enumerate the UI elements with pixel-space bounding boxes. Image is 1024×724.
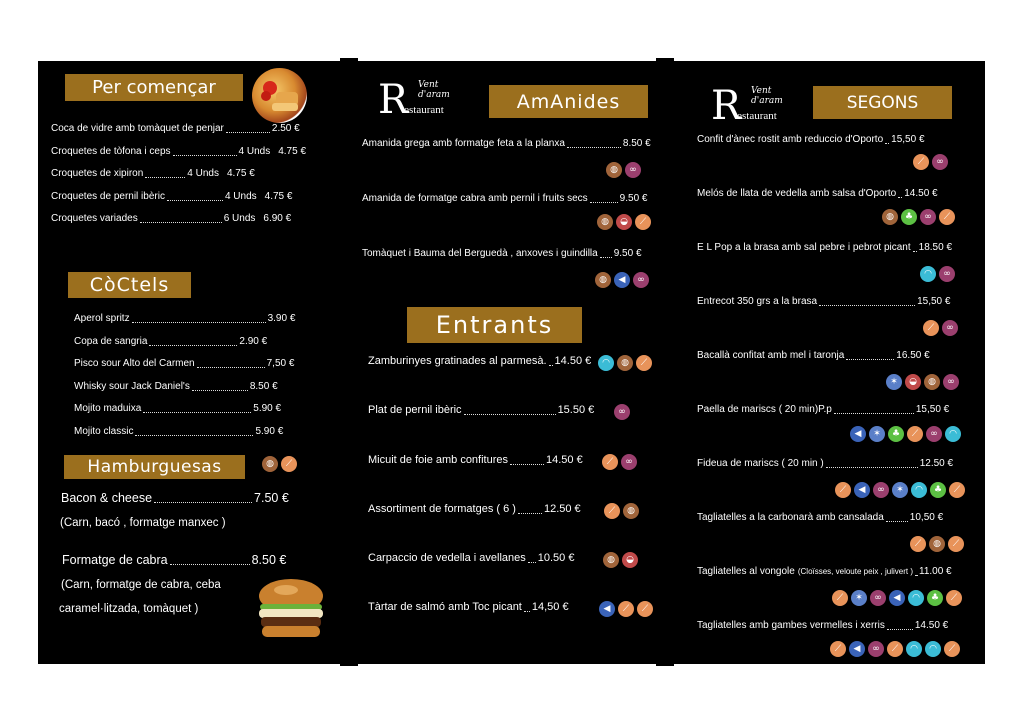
- gluten-icon: ⟋: [923, 320, 939, 336]
- section-title-burgers: Hamburguesas: [64, 455, 245, 479]
- item-price: 18.50 €: [918, 242, 953, 253]
- item-quantity: 4 Unds: [224, 190, 257, 202]
- item-price: 4.75 €: [278, 145, 307, 157]
- item-price: 14.50 €: [914, 620, 949, 631]
- fish-icon: ◀: [889, 590, 905, 606]
- item-name: Carpaccio de vedella i avellanes: [368, 552, 526, 564]
- menu-item: [74, 358, 294, 369]
- milk-icon: ◍: [882, 209, 898, 225]
- item-name: Croquetes de tòfona i ceps: [51, 145, 171, 157]
- item-name: Tagliatelles a la carbonarà amb cansalada: [697, 512, 884, 523]
- gluten-icon: ⟋: [949, 482, 965, 498]
- milk-icon: ◍: [603, 552, 619, 568]
- item-name: Assortiment de formatges ( 6 ): [368, 503, 516, 515]
- crustacean-icon: ✶: [886, 374, 902, 390]
- menu-item: [368, 601, 569, 613]
- egg-icon: ∞: [614, 404, 630, 420]
- item-price: 4.75 €: [226, 168, 255, 179]
- allergen-icons: [604, 503, 639, 519]
- nuts-icon: ◒: [905, 374, 921, 390]
- menu-item: [74, 403, 281, 414]
- item-description: (Carn, bacó , formatge manxec ): [60, 517, 226, 529]
- item-price: 4.75 €: [264, 190, 293, 202]
- mollusc-icon: ◠: [920, 266, 936, 282]
- menu-item: [697, 620, 948, 631]
- menu-item: [51, 168, 255, 179]
- item-name: Aperol spritz: [74, 313, 130, 324]
- gluten-icon: ⟋: [835, 482, 851, 498]
- gluten-icon: ⟋: [618, 601, 634, 617]
- crustacean-icon: ✶: [892, 482, 908, 498]
- egg-icon: ∞: [939, 266, 955, 282]
- fold-divider: [340, 58, 358, 666]
- item-price: 12.50 €: [919, 458, 954, 469]
- nuts-icon: ◒: [622, 552, 638, 568]
- milk-icon: ◍: [929, 536, 945, 552]
- menu-item: [74, 336, 267, 347]
- item-name: Tomàquet i Bauma del Berguedà , anxoves i guindilla: [362, 248, 598, 259]
- celery-icon: ♣: [930, 482, 946, 498]
- gluten-icon: ⟋: [944, 641, 960, 657]
- item-price: 9.50 €: [619, 193, 648, 204]
- gluten-icon: ⟋: [887, 641, 903, 657]
- egg-icon: ∞: [943, 374, 959, 390]
- gluten-icon: ⟋: [913, 154, 929, 170]
- menu-item: [51, 123, 300, 134]
- menu-item: [697, 404, 949, 415]
- fish-icon: ◀: [599, 601, 615, 617]
- bread-tomato-icon: [252, 68, 307, 123]
- item-name: E L Pop a la brasa amb sal pebre i pebrot picant: [697, 242, 911, 253]
- fold-divider: [656, 58, 674, 666]
- item-name: Confit d'ànec rostit amb reduccio d'Oporto: [697, 134, 884, 145]
- milk-icon: ◍: [262, 456, 278, 472]
- allergen-icons: [923, 320, 958, 336]
- item-price: 9.50 €: [613, 248, 642, 259]
- menu-item: [74, 381, 278, 392]
- item-name: Plat de pernil ibèric: [368, 404, 462, 416]
- crustacean-icon: ✶: [851, 590, 867, 606]
- celery-icon: ♣: [927, 590, 943, 606]
- item-price: 15.50 €: [557, 404, 595, 416]
- gluten-icon: ⟋: [637, 601, 653, 617]
- item-name: Zamburinyes gratinades al parmesà.: [368, 355, 547, 367]
- item-price: 11.00 €: [919, 566, 952, 577]
- crustacean-icon: ✶: [869, 426, 885, 442]
- item-price: 12.50 €: [543, 503, 581, 515]
- menu-item: [368, 404, 594, 416]
- menu-item: Bacon & cheese 7.50 €: [61, 491, 289, 505]
- restaurant-logo: R estaurant Vent d'aram: [711, 83, 783, 129]
- item-name: Whisky sour Jack Daniel's: [74, 380, 190, 392]
- item-name: Tàrtar de salmó amb Toc picant: [368, 601, 522, 613]
- item-price: 10,50 €: [909, 512, 944, 523]
- menu-item: [697, 188, 938, 199]
- menu-item: [362, 138, 651, 149]
- item-price: 10.50 €: [537, 552, 575, 564]
- item-price: 15,50 €: [917, 296, 951, 307]
- allergen-icons: [886, 374, 959, 390]
- menu-item: [697, 458, 953, 469]
- item-description: (Carn, formatge de cabra, ceba: [61, 579, 221, 591]
- mollusc-icon: ◠: [925, 641, 941, 657]
- menu-item: [368, 454, 583, 466]
- item-note: (Cloïsses, veloute peix , julivert ): [797, 567, 913, 576]
- egg-icon: ∞: [932, 154, 948, 170]
- allergen-icons: [262, 456, 297, 472]
- item-name: Amanida grega amb formatge feta a la planxa: [362, 138, 565, 149]
- mollusc-icon: ◠: [911, 482, 927, 498]
- menu-item: [51, 191, 292, 202]
- gluten-icon: ⟋: [946, 590, 962, 606]
- item-quantity: 6 Unds: [223, 213, 256, 224]
- item-name: Paella de mariscs ( 20 min)P.p: [697, 404, 832, 415]
- gluten-icon: ⟋: [830, 641, 846, 657]
- allergen-icons: [602, 454, 637, 470]
- item-name: Tagliatelles amb gambes vermelles i xerris: [697, 620, 885, 631]
- menu-item: [74, 426, 283, 437]
- gluten-icon: ⟋: [832, 590, 848, 606]
- mollusc-icon: ◠: [906, 641, 922, 657]
- item-name: Micuit de foie amb confitures: [368, 454, 509, 466]
- item-price: 14.50 €: [904, 188, 938, 199]
- mollusc-icon: ◠: [908, 590, 924, 606]
- item-price: 2.90 €: [239, 335, 268, 347]
- item-name: Coca de vidre amb tomàquet de penjar: [51, 123, 224, 134]
- menu-item: Formatge de cabra 8.50 €: [62, 553, 287, 567]
- item-name: Croquetes de xipiron: [51, 168, 144, 179]
- allergen-icons: [599, 601, 653, 617]
- menu-item: [51, 213, 291, 224]
- mollusc-icon: ◠: [945, 426, 961, 442]
- item-name: Mojito maduixa: [74, 403, 142, 414]
- item-price: 15,50 €: [915, 404, 950, 415]
- allergen-icons: [910, 536, 964, 552]
- gluten-icon: ⟋: [602, 454, 618, 470]
- allergen-icons: [614, 404, 630, 420]
- gluten-icon: ⟋: [635, 214, 651, 230]
- nuts-icon: ◒: [616, 214, 632, 230]
- egg-icon: ∞: [625, 162, 641, 178]
- item-price: 3.90 €: [267, 313, 296, 324]
- allergen-icons: [597, 214, 651, 230]
- item-price: 8.50 €: [249, 380, 278, 392]
- allergen-icons: [830, 641, 960, 657]
- egg-icon: ∞: [920, 209, 936, 225]
- menu-item: [697, 134, 925, 145]
- section-title-entrants: Entrants: [407, 307, 582, 343]
- milk-icon: ◍: [597, 214, 613, 230]
- menu-item: [697, 566, 952, 577]
- allergen-icons: [920, 266, 955, 282]
- gluten-icon: ⟋: [636, 355, 652, 371]
- item-name: Entrecot 350 grs a la brasa: [697, 296, 818, 307]
- item-name: Melós de llata de vedella amb salsa d'Oporto: [697, 188, 897, 199]
- item-name: Bacallà confitat amb mel i taronja: [697, 350, 845, 361]
- allergen-icons: [598, 355, 652, 371]
- item-name: Amanida de formatge cabra amb pernil i fruits secs: [362, 193, 588, 204]
- egg-icon: ∞: [633, 272, 649, 288]
- egg-icon: ∞: [873, 482, 889, 498]
- allergen-icons: [850, 426, 961, 442]
- milk-icon: ◍: [924, 374, 940, 390]
- mollusc-icon: ◠: [598, 355, 614, 371]
- burger-photo: [256, 578, 326, 640]
- celery-icon: ♣: [901, 209, 917, 225]
- restaurant-logo: R estaurant Vent d'aram: [378, 77, 450, 123]
- allergen-icons: [882, 209, 955, 225]
- gluten-icon: ⟋: [604, 503, 620, 519]
- section-title-cocktails: CòCtels: [68, 272, 191, 298]
- fish-icon: ◀: [854, 482, 870, 498]
- item-name: Copa de sangria: [74, 335, 148, 347]
- menu-item: [368, 503, 581, 515]
- item-description: caramel·litzada, tomàquet ): [59, 603, 199, 615]
- menu-item: [697, 350, 930, 361]
- item-price: 16.50 €: [896, 350, 930, 361]
- fish-icon: ◀: [850, 426, 866, 442]
- item-quantity: 4 Unds: [187, 168, 219, 179]
- item-name: Pisco sour Alto del Carmen: [74, 358, 195, 369]
- egg-icon: ∞: [621, 454, 637, 470]
- section-title-salads: AmAnides: [489, 85, 648, 118]
- item-price: 8.50 €: [622, 138, 651, 149]
- egg-icon: ∞: [870, 590, 886, 606]
- allergen-icons: [603, 552, 638, 568]
- fish-icon: ◀: [614, 272, 630, 288]
- item-price: 14.50 €: [546, 454, 583, 466]
- menu-item: [74, 313, 295, 324]
- item-price: 15,50 €: [891, 134, 925, 145]
- menu-item: [368, 355, 591, 367]
- gluten-icon: ⟋: [907, 426, 923, 442]
- milk-icon: ◍: [606, 162, 622, 178]
- item-name: Mojito classic: [74, 425, 134, 437]
- gluten-icon: ⟋: [281, 456, 297, 472]
- item-price: 6.90 €: [263, 213, 292, 224]
- menu-item: [697, 242, 952, 253]
- gluten-icon: ⟋: [910, 536, 926, 552]
- allergen-icons: [835, 482, 965, 498]
- gluten-icon: ⟋: [948, 536, 964, 552]
- item-price: 2.50 €: [271, 123, 300, 134]
- item-name: Tagliatelles al vongole: [697, 566, 795, 577]
- gluten-icon: ⟋: [939, 209, 955, 225]
- allergen-icons: [606, 162, 641, 178]
- item-price: 5.90 €: [253, 403, 282, 414]
- item-quantity: 4 Unds: [238, 145, 271, 157]
- item-name: Fideua de mariscs ( 20 min ): [697, 458, 824, 469]
- egg-icon: ∞: [926, 426, 942, 442]
- section-title-starters: Per començar: [65, 74, 243, 101]
- menu-item: [51, 146, 306, 157]
- item-price: 5.90 €: [255, 425, 284, 437]
- milk-icon: ◍: [623, 503, 639, 519]
- allergen-icons: [595, 272, 649, 288]
- item-name: Croquetes de pernil ibèric: [51, 190, 165, 202]
- allergen-icons: [913, 154, 948, 170]
- egg-icon: ∞: [868, 641, 884, 657]
- menu-item: [697, 512, 943, 523]
- fish-icon: ◀: [849, 641, 865, 657]
- milk-icon: ◍: [617, 355, 633, 371]
- item-price: 7,50 €: [266, 358, 295, 369]
- dish-photo: [252, 68, 307, 123]
- menu-item: [697, 296, 950, 307]
- item-price: 14,50 €: [531, 601, 569, 613]
- item-price: 14.50 €: [554, 355, 592, 367]
- menu-item: [362, 193, 647, 204]
- item-name: Croquetes variades: [51, 213, 138, 224]
- milk-icon: ◍: [595, 272, 611, 288]
- section-title-mains: SEGONS: [813, 86, 952, 119]
- menu-item: [368, 552, 574, 564]
- celery-icon: ♣: [888, 426, 904, 442]
- menu-item: [362, 248, 642, 259]
- egg-icon: ∞: [942, 320, 958, 336]
- allergen-icons: [832, 590, 962, 606]
